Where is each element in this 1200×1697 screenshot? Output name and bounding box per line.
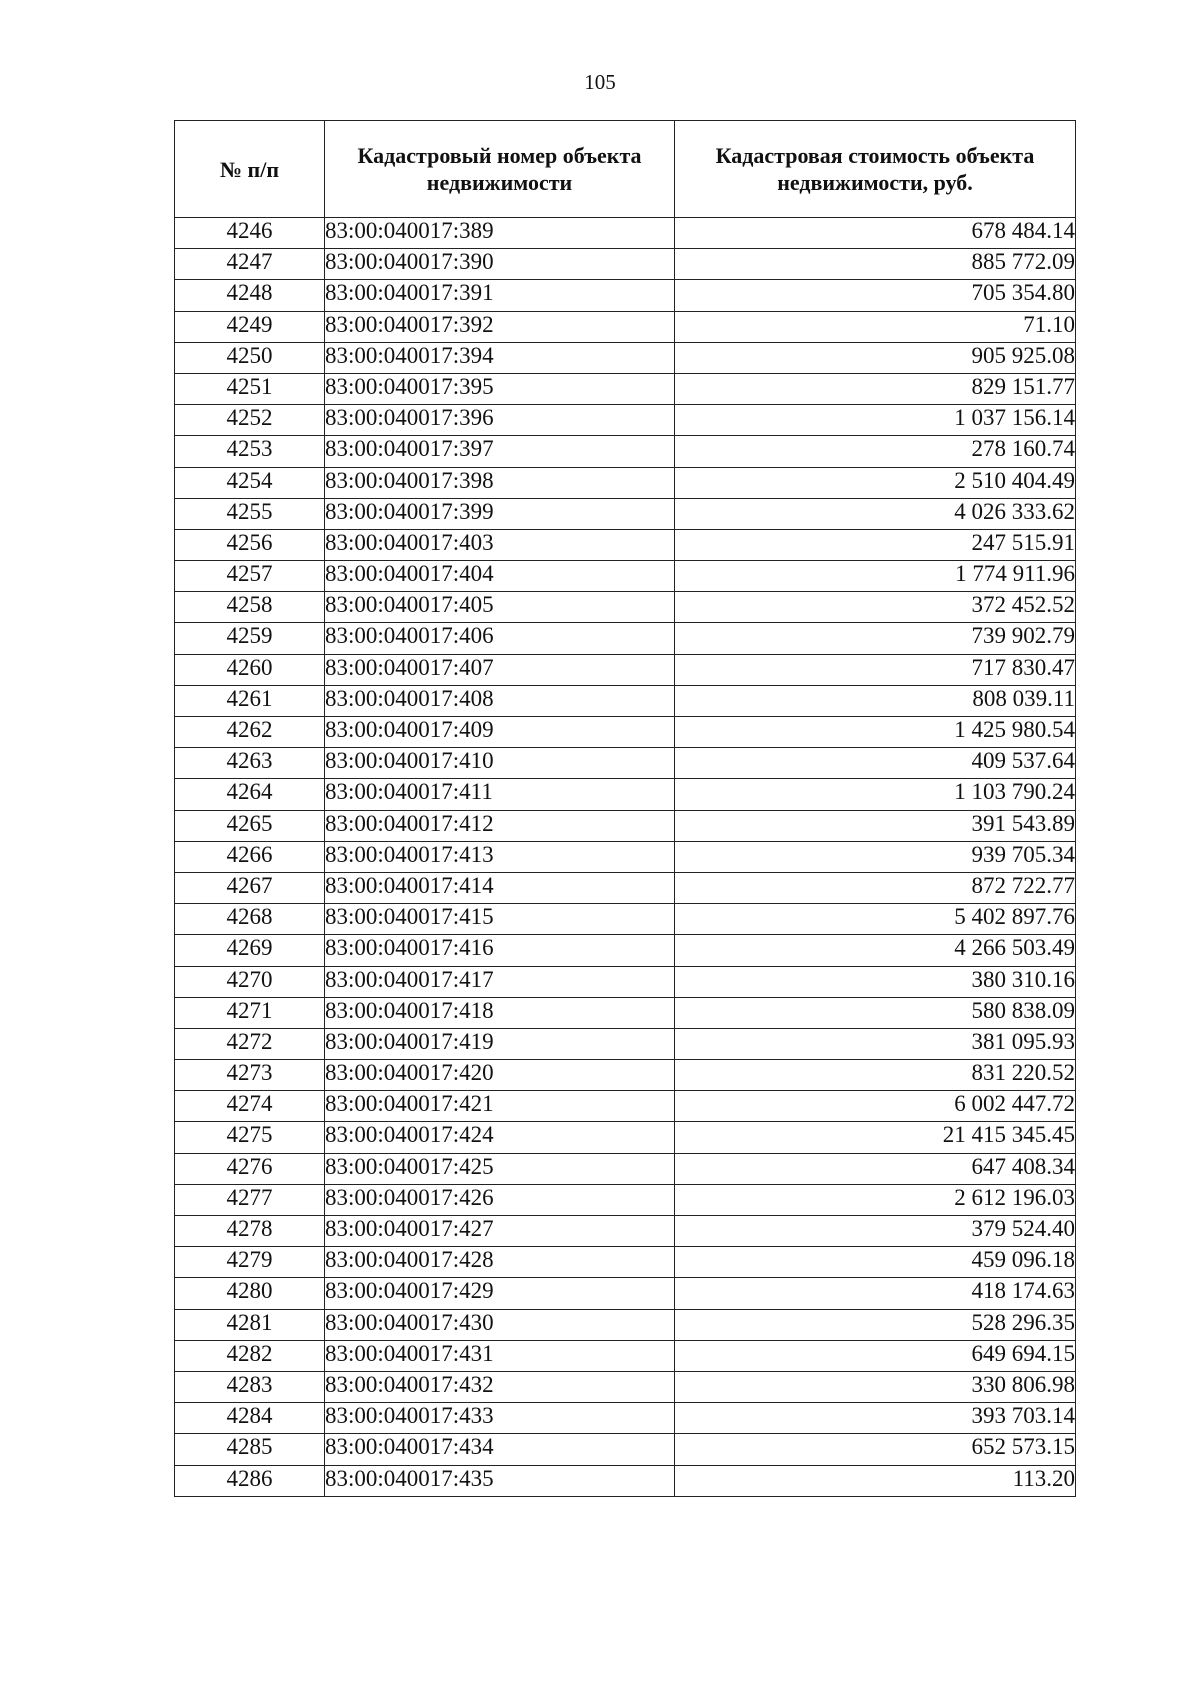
cadastral-number-cell: 83:00:040017:399 <box>325 498 675 529</box>
row-number-cell: 4250 <box>175 342 325 373</box>
cadastral-value-cell: 379 524.40 <box>675 1216 1076 1247</box>
cadastral-value-table <box>174 120 1076 1497</box>
row-number-cell: 4278 <box>175 1216 325 1247</box>
cadastral-number-cell: 83:00:040017:432 <box>325 1371 675 1402</box>
cadastral-value-cell: 247 515.91 <box>675 529 1076 560</box>
table-row <box>175 1309 1076 1340</box>
cadastral-value-cell: 905 925.08 <box>675 342 1076 373</box>
row-number-cell: 4280 <box>175 1278 325 1309</box>
row-number-cell: 4258 <box>175 592 325 623</box>
table-row <box>175 904 1076 935</box>
cadastral-value-cell: 647 408.34 <box>675 1153 1076 1184</box>
header-row-number: № п/п <box>175 121 325 218</box>
row-number-cell: 4255 <box>175 498 325 529</box>
cadastral-number-cell: 83:00:040017:413 <box>325 841 675 872</box>
header-cadastral-number: Кадастровый номер объекта недвижимости <box>325 121 675 218</box>
row-number-cell: 4273 <box>175 1060 325 1091</box>
cadastral-value-cell: 278 160.74 <box>675 436 1076 467</box>
cadastral-value-cell: 1 425 980.54 <box>675 717 1076 748</box>
cadastral-number-cell: 83:00:040017:405 <box>325 592 675 623</box>
cadastral-value-cell: 21 415 345.45 <box>675 1122 1076 1153</box>
table-row <box>175 1216 1076 1247</box>
cadastral-number-cell: 83:00:040017:406 <box>325 623 675 654</box>
row-number-cell: 4283 <box>175 1371 325 1402</box>
cadastral-value-cell: 831 220.52 <box>675 1060 1076 1091</box>
cadastral-number-cell: 83:00:040017:395 <box>325 373 675 404</box>
cadastral-number-cell: 83:00:040017:407 <box>325 654 675 685</box>
cadastral-number-cell: 83:00:040017:392 <box>325 311 675 342</box>
cadastral-value-cell: 393 703.14 <box>675 1403 1076 1434</box>
cadastral-value-cell: 113.20 <box>675 1465 1076 1496</box>
table-body <box>175 218 1076 1497</box>
table-row <box>175 1465 1076 1496</box>
table-row <box>175 935 1076 966</box>
table-row <box>175 1122 1076 1153</box>
cadastral-value-cell: 381 095.93 <box>675 1028 1076 1059</box>
row-number-cell: 4275 <box>175 1122 325 1153</box>
row-number-cell: 4265 <box>175 810 325 841</box>
table-row <box>175 966 1076 997</box>
cadastral-number-cell: 83:00:040017:419 <box>325 1028 675 1059</box>
table-row <box>175 218 1076 249</box>
row-number-cell: 4269 <box>175 935 325 966</box>
row-number-cell: 4272 <box>175 1028 325 1059</box>
row-number-cell: 4257 <box>175 561 325 592</box>
row-number-cell: 4252 <box>175 405 325 436</box>
cadastral-value-cell: 872 722.77 <box>675 872 1076 903</box>
cadastral-number-cell: 83:00:040017:403 <box>325 529 675 560</box>
table-row <box>175 1153 1076 1184</box>
row-number-cell: 4262 <box>175 717 325 748</box>
table-row <box>175 1371 1076 1402</box>
cadastral-number-cell: 83:00:040017:389 <box>325 218 675 249</box>
table-row <box>175 373 1076 404</box>
table-row <box>175 280 1076 311</box>
table-row <box>175 1060 1076 1091</box>
cadastral-number-cell: 83:00:040017:398 <box>325 467 675 498</box>
row-number-cell: 4263 <box>175 748 325 779</box>
cadastral-number-cell: 83:00:040017:390 <box>325 249 675 280</box>
cadastral-number-cell: 83:00:040017:391 <box>325 280 675 311</box>
table-row <box>175 779 1076 810</box>
cadastral-number-cell: 83:00:040017:429 <box>325 1278 675 1309</box>
table-row <box>175 717 1076 748</box>
row-number-cell: 4248 <box>175 280 325 311</box>
table-row <box>175 997 1076 1028</box>
row-number-cell: 4254 <box>175 467 325 498</box>
row-number-cell: 4247 <box>175 249 325 280</box>
cadastral-number-cell: 83:00:040017:416 <box>325 935 675 966</box>
header-row <box>175 121 1076 218</box>
cadastral-value-cell: 459 096.18 <box>675 1247 1076 1278</box>
table-row <box>175 623 1076 654</box>
cadastral-number-cell: 83:00:040017:426 <box>325 1184 675 1215</box>
cadastral-number-cell: 83:00:040017:428 <box>325 1247 675 1278</box>
cadastral-value-cell: 5 402 897.76 <box>675 904 1076 935</box>
row-number-cell: 4276 <box>175 1153 325 1184</box>
cadastral-value-cell: 391 543.89 <box>675 810 1076 841</box>
cadastral-value-cell: 939 705.34 <box>675 841 1076 872</box>
cadastral-value-cell: 71.10 <box>675 311 1076 342</box>
row-number-cell: 4266 <box>175 841 325 872</box>
cadastral-number-cell: 83:00:040017:424 <box>325 1122 675 1153</box>
row-number-cell: 4268 <box>175 904 325 935</box>
table-row <box>175 1247 1076 1278</box>
cadastral-value-cell: 528 296.35 <box>675 1309 1076 1340</box>
cadastral-number-cell: 83:00:040017:409 <box>325 717 675 748</box>
row-number-cell: 4253 <box>175 436 325 467</box>
cadastral-value-cell: 1 103 790.24 <box>675 779 1076 810</box>
table-row <box>175 748 1076 779</box>
cadastral-number-cell: 83:00:040017:410 <box>325 748 675 779</box>
cadastral-value-cell: 330 806.98 <box>675 1371 1076 1402</box>
cadastral-value-cell: 705 354.80 <box>675 280 1076 311</box>
table-header <box>175 121 1076 218</box>
cadastral-number-cell: 83:00:040017:396 <box>325 405 675 436</box>
row-number-cell: 4261 <box>175 685 325 716</box>
table-row <box>175 1340 1076 1371</box>
cadastral-value-cell: 829 151.77 <box>675 373 1076 404</box>
table-row <box>175 810 1076 841</box>
row-number-cell: 4264 <box>175 779 325 810</box>
row-number-cell: 4281 <box>175 1309 325 1340</box>
cadastral-number-cell: 83:00:040017:427 <box>325 1216 675 1247</box>
table-row <box>175 436 1076 467</box>
table-row <box>175 405 1076 436</box>
cadastral-number-cell: 83:00:040017:421 <box>325 1091 675 1122</box>
cadastral-number-cell: 83:00:040017:415 <box>325 904 675 935</box>
cadastral-number-cell: 83:00:040017:418 <box>325 997 675 1028</box>
table-row <box>175 872 1076 903</box>
page-number: 105 <box>584 70 616 94</box>
table-row <box>175 1434 1076 1465</box>
row-number-cell: 4249 <box>175 311 325 342</box>
row-number-cell: 4270 <box>175 966 325 997</box>
cadastral-number-cell: 83:00:040017:425 <box>325 1153 675 1184</box>
row-number-cell: 4277 <box>175 1184 325 1215</box>
row-number-cell: 4256 <box>175 529 325 560</box>
table-row <box>175 1403 1076 1434</box>
table-row <box>175 654 1076 685</box>
cadastral-number-cell: 83:00:040017:412 <box>325 810 675 841</box>
cadastral-value-cell: 1 774 911.96 <box>675 561 1076 592</box>
table-row <box>175 841 1076 872</box>
cadastral-value-cell: 580 838.09 <box>675 997 1076 1028</box>
cadastral-number-cell: 83:00:040017:417 <box>325 966 675 997</box>
header-cadastral-value: Кадастровая стоимость объекта недвижимости, руб. <box>675 121 1076 218</box>
cadastral-value-cell: 678 484.14 <box>675 218 1076 249</box>
cadastral-number-cell: 83:00:040017:414 <box>325 872 675 903</box>
table-row <box>175 498 1076 529</box>
row-number-cell: 4286 <box>175 1465 325 1496</box>
cadastral-number-cell: 83:00:040017:420 <box>325 1060 675 1091</box>
row-number-cell: 4259 <box>175 623 325 654</box>
table-row <box>175 561 1076 592</box>
row-number-cell: 4285 <box>175 1434 325 1465</box>
table-row <box>175 467 1076 498</box>
cadastral-number-cell: 83:00:040017:404 <box>325 561 675 592</box>
cadastral-value-cell: 652 573.15 <box>675 1434 1076 1465</box>
cadastral-value-cell: 380 310.16 <box>675 966 1076 997</box>
cadastral-number-cell: 83:00:040017:434 <box>325 1434 675 1465</box>
table-row <box>175 529 1076 560</box>
table-row <box>175 1184 1076 1215</box>
row-number-cell: 4260 <box>175 654 325 685</box>
cadastral-number-cell: 83:00:040017:397 <box>325 436 675 467</box>
row-number-cell: 4251 <box>175 373 325 404</box>
cadastral-value-cell: 4 266 503.49 <box>675 935 1076 966</box>
table-row <box>175 1028 1076 1059</box>
table-row <box>175 1278 1076 1309</box>
cadastral-value-cell: 2 510 404.49 <box>675 467 1076 498</box>
cadastral-value-cell: 717 830.47 <box>675 654 1076 685</box>
table-row <box>175 1091 1076 1122</box>
cadastral-value-cell: 649 694.15 <box>675 1340 1076 1371</box>
row-number-cell: 4267 <box>175 872 325 903</box>
cadastral-value-cell: 372 452.52 <box>675 592 1076 623</box>
cadastral-number-cell: 83:00:040017:408 <box>325 685 675 716</box>
table-row <box>175 311 1076 342</box>
row-number-cell: 4282 <box>175 1340 325 1371</box>
cadastral-number-cell: 83:00:040017:430 <box>325 1309 675 1340</box>
table-row <box>175 342 1076 373</box>
cadastral-value-cell: 418 174.63 <box>675 1278 1076 1309</box>
row-number-cell: 4279 <box>175 1247 325 1278</box>
cadastral-value-cell: 409 537.64 <box>675 748 1076 779</box>
cadastral-value-cell: 739 902.79 <box>675 623 1076 654</box>
table-row <box>175 249 1076 280</box>
table-row <box>175 685 1076 716</box>
cadastral-number-cell: 83:00:040017:435 <box>325 1465 675 1496</box>
cadastral-value-cell: 4 026 333.62 <box>675 498 1076 529</box>
cadastral-number-cell: 83:00:040017:411 <box>325 779 675 810</box>
row-number-cell: 4274 <box>175 1091 325 1122</box>
table-row <box>175 592 1076 623</box>
cadastral-number-cell: 83:00:040017:433 <box>325 1403 675 1434</box>
row-number-cell: 4246 <box>175 218 325 249</box>
cadastral-value-cell: 2 612 196.03 <box>675 1184 1076 1215</box>
row-number-cell: 4284 <box>175 1403 325 1434</box>
cadastral-value-cell: 1 037 156.14 <box>675 405 1076 436</box>
row-number-cell: 4271 <box>175 997 325 1028</box>
cadastral-number-cell: 83:00:040017:431 <box>325 1340 675 1371</box>
cadastral-number-cell: 83:00:040017:394 <box>325 342 675 373</box>
cadastral-value-cell: 6 002 447.72 <box>675 1091 1076 1122</box>
cadastral-value-cell: 885 772.09 <box>675 249 1076 280</box>
cadastral-value-cell: 808 039.11 <box>675 685 1076 716</box>
